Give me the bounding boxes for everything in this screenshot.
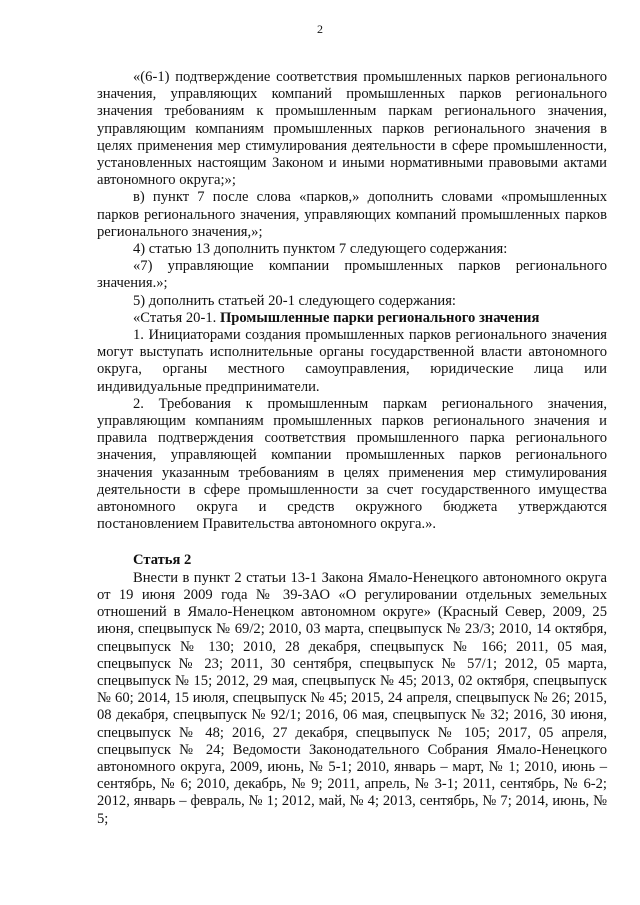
page-number: 2 — [317, 22, 323, 36]
paragraph-item-7: «7) управляющие компании промышленных парков регионального значения.»; — [97, 258, 607, 292]
section-2-text: Внести в пункт 2 статьи 13-1 Закона Ямало-Ненецкого автономного округа от 19 июня 2009 года № 39-ЗАО «О регулировании отдельных земельных отношений в Ямало-Ненецком автономном округе» (Красный Север, 2009, 25 июня, спецвыпуск № 69/2; 2010, 03 марта, спецвыпуск № 23/3; 2010, 14 октября, спецвыпуск № 130; 2010, 28 декабря, спецвыпуск № 166; 2011, 05 мая, спецвыпуск № 23; 2011, 30 сентября, спецвыпуск № 57/1; 2012, 05 марта, спецвыпуск № 15; 2012, 29 мая, спецвыпуск № 45; 2013, 02 октября, спецвыпуск № 60; 2014, 15 июля, спецвыпуск № 45; 2015, 24 апреля, спецвыпуск № 26; 2015, 08 декабря, спецвыпуск № 92/1; 2016, 06 мая, спецвыпуск № 32; 2016, 30 июня, спецвыпуск № 48; 2016, 27 декабря, спецвыпуск № 105; 2017, 05 апреля, спецвыпуск № 24; Ведомости Законодательного Собрания Ямало-Ненецкого автономного округа, 2009, июнь, № 5-1; 2010, январь – март, № 1; 2010, июнь – сентябрь, № 6; 2010, декабрь, № 9; 2011, апрель, № 3-1; 2011, сентябрь, № 6-2; 2012, январь – февраль, № 1; 2012, май, № 4; 2013, сентябрь, № 7; 2014, июнь, № 5; — [97, 569, 607, 827]
article-20-1-prefix: «Статья 20-1. — [133, 309, 220, 326]
article-20-1-name: Промышленные парки регионального значения — [219, 309, 540, 326]
paragraph-item-4: 4) статью 13 дополнить пунктом 7 следующего содержания: — [133, 241, 508, 258]
paragraph-item-v: в) пункт 7 после слова «парков,» дополнить словами «промышленных парков регионального значения, управляющих компаний промышленных парков регионального значения,»; — [97, 189, 607, 240]
section-2-heading: Статья 2 — [133, 552, 192, 569]
paragraph-item-5: 5) дополнить статьей 20-1 следующего содержания: — [133, 292, 456, 309]
paragraph-item-6-1: «(6-1) подтверждение соответствия промышленных парков регионального значения, управляющих компаний промышленных парков регионального значения требованиям к промышленным паркам регионального значения, управляющим компаниям промышленных парков регионального значения в целях применения мер стимулирования деятельности в сфере промышленности, установленных настоящим Законом и иными нормативными правовыми актами автономного округа;»; — [97, 69, 607, 189]
article-20-1-title — [97, 310, 607, 327]
article-20-1-point-1: 1. Инициаторами создания промышленных парков регионального значения могут выступать исполнительные органы государственной власти автономного округа, органы местного самоуправления, юридические лица или индивидуальные предприниматели. — [97, 327, 607, 395]
article-20-1-point-2: 2. Требования к промышленным паркам регионального значения, управляющим компаниям промышленных парков регионального значения и правила подтверждения соответствия промышленного парка регионального значения, управляющей компании промышленных парков регионального значения указанным требованиям в целях применения мер стимулирования деятельности в сфере промышленности за счет государственного имущества автономного округа и средств окружного бюджета утверждаются постановлением Правительства автономного округа.». — [97, 395, 607, 533]
document-body — [97, 69, 607, 828]
